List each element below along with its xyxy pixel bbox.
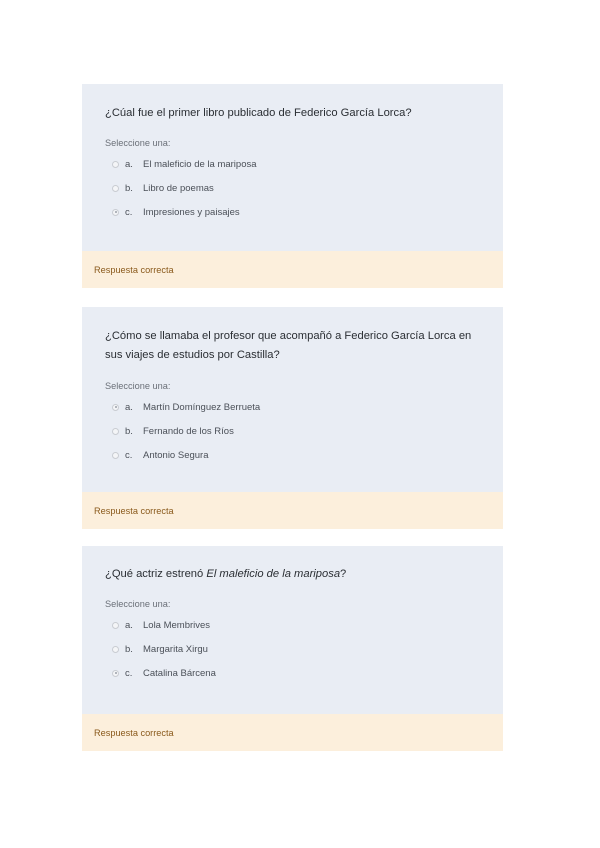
answer-option[interactable] [105,661,481,685]
answer-label: Catalina Bárcena [143,667,216,679]
answer-letter: a. [125,619,133,631]
question-3-text-end: ? [340,568,347,580]
answer-letter: c. [125,667,133,679]
question-2-answers [105,395,481,467]
question-3 [82,546,503,751]
answer-letter: a. [125,401,133,413]
answer-label: Libro de poemas [143,182,214,194]
answer-option[interactable] [105,613,481,637]
question-3-feedback: Respuesta correcta [82,714,503,751]
answer-label: Fernando de los Ríos [143,425,234,437]
question-2-feedback: Respuesta correcta [82,492,503,529]
answer-letter: c. [125,206,133,218]
answer-letter: c. [125,449,133,461]
answer-letter: b. [125,182,133,194]
radio-button[interactable] [112,161,119,168]
answer-option[interactable] [105,637,481,661]
answer-letter: b. [125,425,133,437]
question-2-prompt: Seleccione una: [105,381,171,391]
radio-button[interactable] [112,622,119,629]
question-3-answers [105,613,481,685]
answer-letter: b. [125,643,133,655]
answer-option[interactable] [105,152,481,176]
radio-button[interactable] [112,452,119,459]
question-2-body [82,307,503,492]
question-1-answers [105,152,481,224]
answer-option[interactable] [105,395,481,419]
answer-option[interactable] [105,176,481,200]
answer-label: Lola Membrives [143,619,211,631]
question-3-text-title: El maleficio de la mariposa [206,568,341,580]
answer-letter: a. [125,158,133,170]
question-2 [82,307,503,529]
radio-button[interactable] [112,185,119,192]
question-1 [82,84,503,288]
radio-button-selected[interactable] [112,670,119,677]
question-3-text [105,565,481,584]
question-1-text: ¿Cúal fue el primer libro publicado de Federico García Lorca? [105,107,412,119]
answer-label: Impresiones y paisajes [143,206,240,218]
radio-button[interactable] [112,646,119,653]
question-3-prompt: Seleccione una: [105,599,171,609]
answer-label: El maleficio de la mariposa [143,158,257,170]
answer-label: Antonio Segura [143,449,209,461]
answer-option[interactable] [105,200,481,224]
answer-option[interactable] [105,419,481,443]
question-1-feedback: Respuesta correcta [82,251,503,288]
answer-option[interactable] [105,443,481,467]
question-1-body [82,84,503,251]
radio-button-selected[interactable] [112,209,119,216]
answer-label: Martín Domínguez Berrueta [143,401,261,413]
radio-button[interactable] [112,428,119,435]
radio-button-selected[interactable] [112,404,119,411]
question-3-text-start: ¿Qué actriz estrenó [105,568,207,580]
answer-label: Margarita Xirgu [143,643,208,655]
question-1-prompt: Seleccione una: [105,138,171,148]
question-2-text: ¿Cómo se llamaba el profesor que acompañó a Federico García Lorca en sus viajes de estudios por Castilla? [105,330,472,361]
question-3-body [82,546,503,714]
